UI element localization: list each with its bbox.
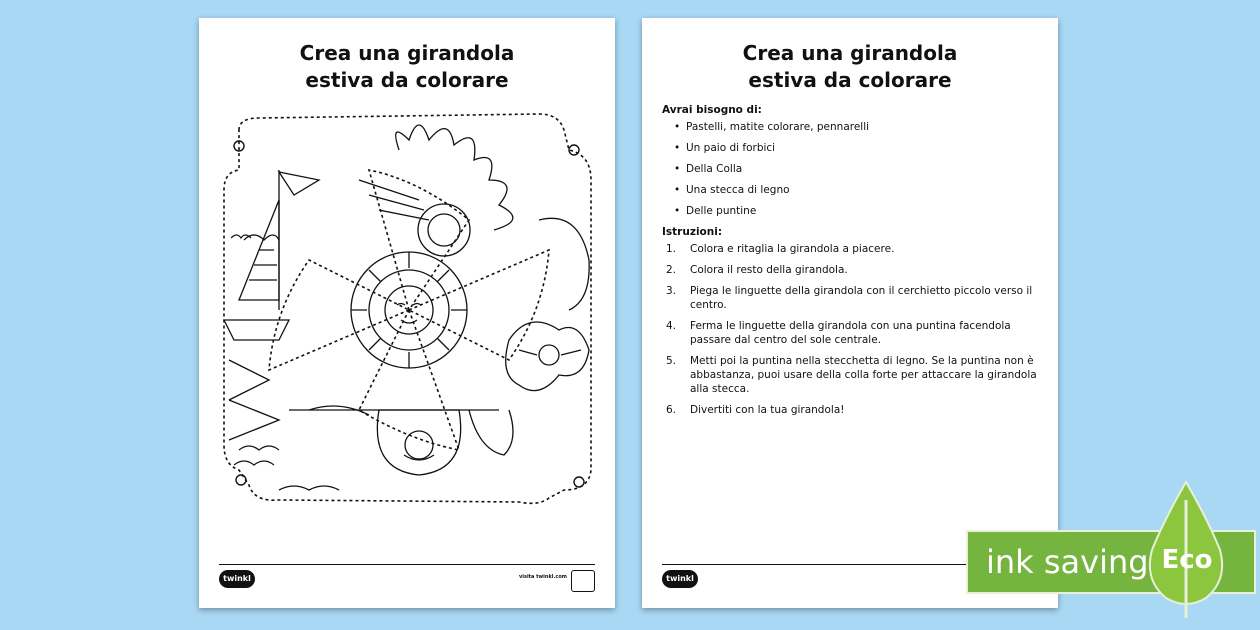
step-number: 1. bbox=[666, 243, 677, 255]
needs-list bbox=[662, 120, 1042, 218]
ink-saving-text: ink saving bbox=[986, 543, 1149, 581]
list-item bbox=[666, 284, 1042, 312]
list-item bbox=[666, 319, 1042, 347]
instructions-sheet-title bbox=[642, 40, 1058, 94]
steps-list bbox=[662, 242, 1042, 417]
title-line-1: Crea una girandola bbox=[299, 41, 515, 65]
instructions-sheet bbox=[642, 18, 1058, 608]
step-text: Colora e ritaglia la girandola a piacere. bbox=[690, 243, 895, 255]
title-line-2: estiva da colorare bbox=[748, 68, 952, 92]
twinkl-logo: twinkl bbox=[662, 570, 698, 588]
coloring-sheet-title bbox=[199, 40, 615, 94]
list-item bbox=[666, 354, 1042, 396]
step-number: 2. bbox=[666, 264, 677, 276]
quality-badge-icon bbox=[571, 570, 595, 592]
list-item: • Della Colla bbox=[686, 162, 1042, 176]
instructions-body bbox=[662, 104, 1042, 424]
list-item bbox=[666, 403, 1042, 417]
instructions-heading: Istruzioni: bbox=[662, 226, 723, 238]
step-number: 5. bbox=[666, 355, 677, 367]
eco-label: Eco bbox=[1161, 545, 1213, 575]
step-number: 6. bbox=[666, 404, 677, 416]
list-item: • Delle puntine bbox=[686, 204, 1042, 218]
twinkl-logo: twinkl bbox=[219, 570, 255, 588]
step-text: Colora il resto della girandola. bbox=[690, 264, 848, 276]
pinwheel-coloring-illustration bbox=[219, 110, 599, 510]
list-item: • Pastelli, matite colorare, pennarelli bbox=[686, 120, 1042, 134]
title-line-2: estiva da colorare bbox=[305, 68, 509, 92]
step-text: Ferma le linguette della girandola con una puntina facendola passare dal centro del sole centrale. bbox=[690, 320, 1011, 346]
step-number: 3. bbox=[666, 285, 677, 297]
footer-url: visita twinkl.com bbox=[519, 574, 567, 580]
footer-divider bbox=[219, 564, 595, 565]
list-item bbox=[666, 263, 1042, 277]
step-text: Metti poi la puntina nella stecchetta di legno. Se la puntina non è abbastanza, puoi usare della colla forte per attaccare la girandola alla stecca. bbox=[690, 355, 1037, 395]
list-item: • Una stecca di legno bbox=[686, 183, 1042, 197]
coloring-sheet bbox=[199, 18, 615, 608]
title-line-1: Crea una girandola bbox=[742, 41, 958, 65]
step-text: Divertiti con la tua girandola! bbox=[690, 404, 845, 416]
step-text: Piega le linguette della girandola con il cerchietto piccolo verso il centro. bbox=[690, 285, 1033, 311]
list-item bbox=[666, 242, 1042, 256]
list-item: • Un paio di forbici bbox=[686, 141, 1042, 155]
needs-heading: Avrai bisogno di: bbox=[662, 104, 762, 116]
step-number: 4. bbox=[666, 320, 677, 332]
